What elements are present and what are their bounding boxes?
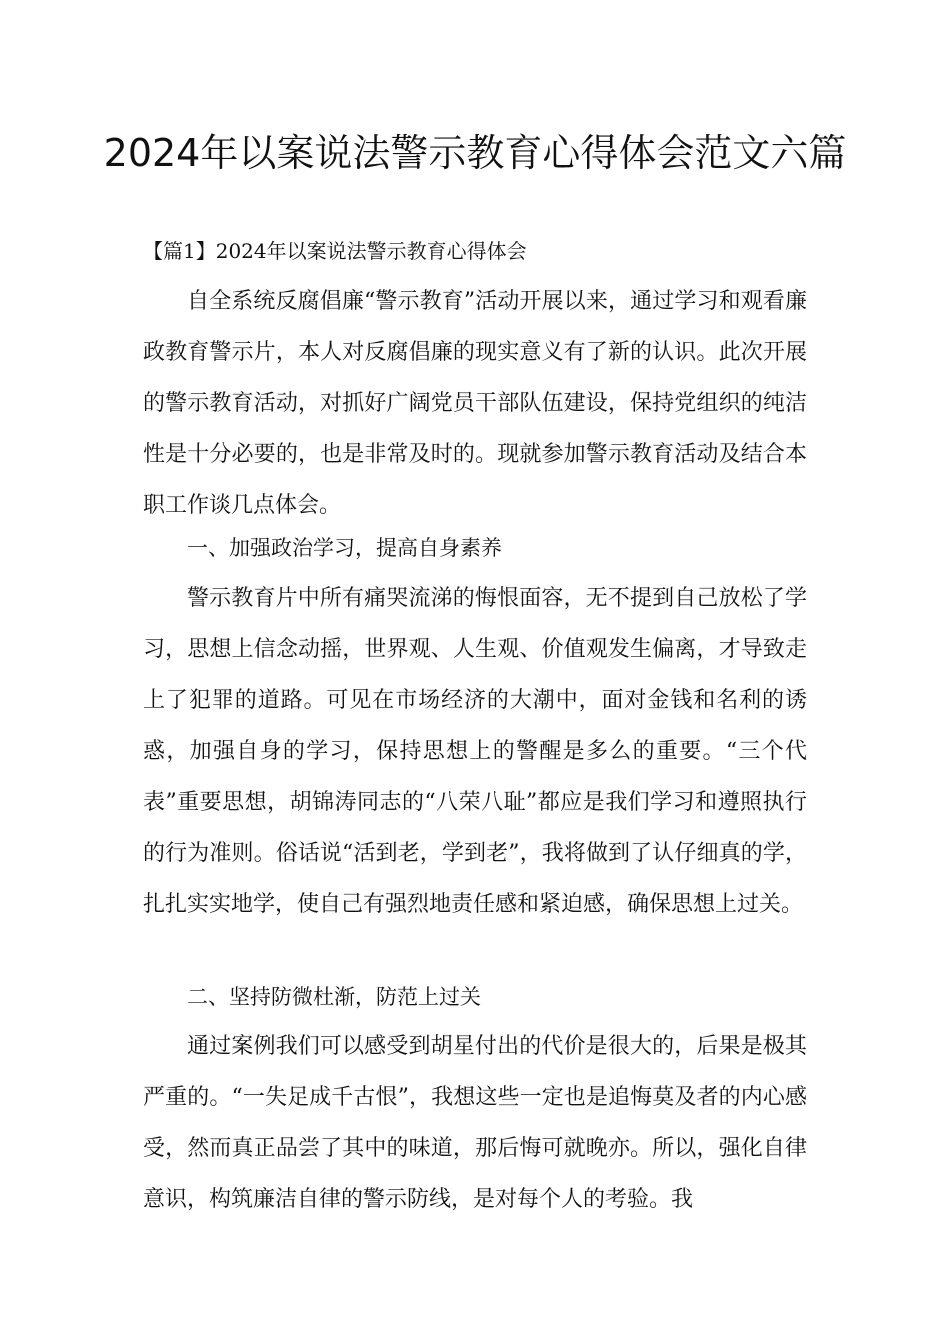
subheading-2: 二、坚持防微杜渐，防范上过关 <box>187 985 481 1009</box>
section-heading: 【篇1】2024年以案说法警示教育心得体会 <box>143 239 527 263</box>
subheading-1: 一、加强政治学习，提高自身素养 <box>187 536 502 560</box>
paragraph-prevention: 通过案例我们可以感受到胡星付出的代价是很大的，后果是极其严重的。“一失足成千古恨”，我想这些一定也是追悔莫及者的内心感受，然而真正品尝了其中的味道，那后悔可就晚亦。所以，强化自律意识，构筑廉洁自律的警示防线，是对每个人的考验。我 <box>143 1034 807 1212</box>
paragraph-study: 警示教育片中所有痛哭流涕的悔恨面容，无不提到自己放松了学习，思想上信念动摇，世界观、人生观、价值观发生偏离，才导致走上了犯罪的道路。可见在市场经济的大潮中，面对金钱和名利的诱惑，加强自身的学习，保持思想上的警醒是多么的重要。“三个代表”重要思想，胡锦涛同志的“八荣八耻”都应是我们学习和遵照执行的行为准则。俗话说“活到老，学到老”，我将做到了认仔细真的学，扎扎实实地学，使自己有强烈地责任感和紧迫感，确保思想上过关。 <box>143 586 807 917</box>
paragraph-intro: 自全系统反腐倡廉“警示教育”活动开展以来，通过学习和观看廉政教育警示片，本人对反腐倡廉的现实意义有了新的认识。此次开展的警示教育活动，对抓好广阔党员干部队伍建设，保持党组织的纯洁性是十分必要的，也是非常及时的。现就参加警示教育活动及结合本职工作谈几点体会。 <box>143 289 807 518</box>
document-title: 2024年以案说法警示教育心得体会范文六篇 <box>103 131 847 175</box>
